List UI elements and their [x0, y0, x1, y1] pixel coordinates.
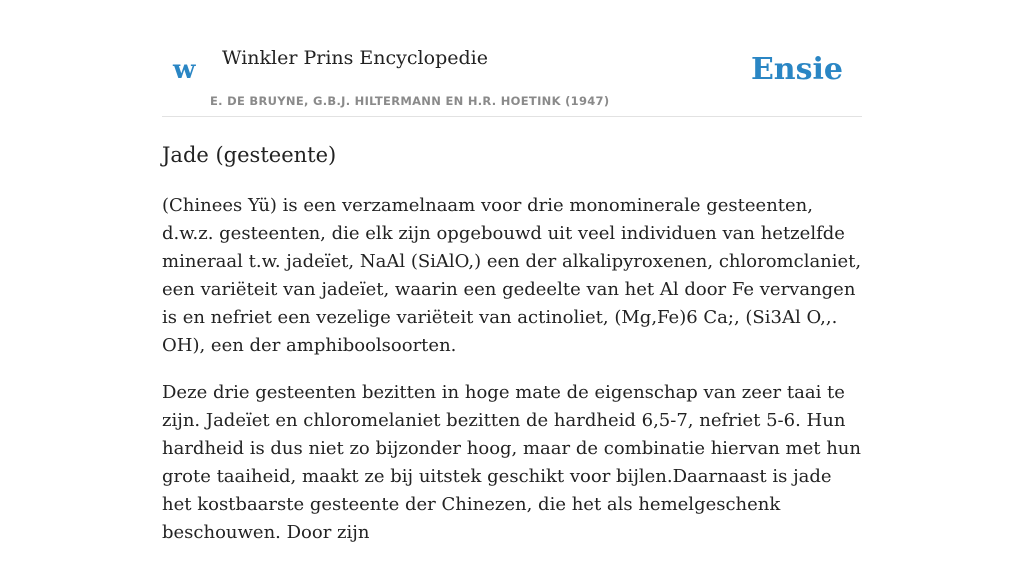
site-header	[162, 0, 862, 117]
site-title[interactable]: Winkler Prins Encyclopedie	[222, 47, 488, 69]
winkler-prins-logo-icon[interactable]: w	[173, 55, 196, 85]
ensie-logo[interactable]: Ensie	[750, 52, 843, 87]
authors-line: E. DE BRUYNE, G.B.J. HILTERMANN EN H.R. HOETINK (1947)	[210, 94, 610, 108]
article-title: Jade (gesteente)	[162, 143, 337, 167]
article-paragraph: (Chinees Yü) is een verzamelnaam voor drie monominerale gesteenten, d.w.z. gesteenten, die elk zijn opgebouwd uit veel individuen van hetzelfde mineraal t.w. jadeïet, NaAl (SiAlO,) een der alkalipyroxenen, chloromclaniet, een variëteit van jadeïet, waarin een gedeelte van het Al door Fe vervangen is en nefriet een vezelige variëteit van actinoliet, (Mg,Fe)6 Ca;, (Si3Al O,,. OH), een der amphiboolsoorten.	[162, 195, 862, 356]
article-body	[162, 192, 862, 566]
article-paragraph: Deze drie gesteenten bezitten in hoge mate de eigenschap van zeer taai te zijn. Jadeïet en chloromelaniet bezitten de hardheid 6,5-7, nefriet 5-6. Hun hardheid is dus niet zo bijzonder hoog, maar de combinatie hiervan met hun grote taaiheid, maakt ze bij uitstek geschikt voor bijlen.Daarnaast is jade het kostbaarste gesteente der Chinezen, die het als hemelgeschenk beschouwen. Door zijn	[162, 382, 861, 543]
